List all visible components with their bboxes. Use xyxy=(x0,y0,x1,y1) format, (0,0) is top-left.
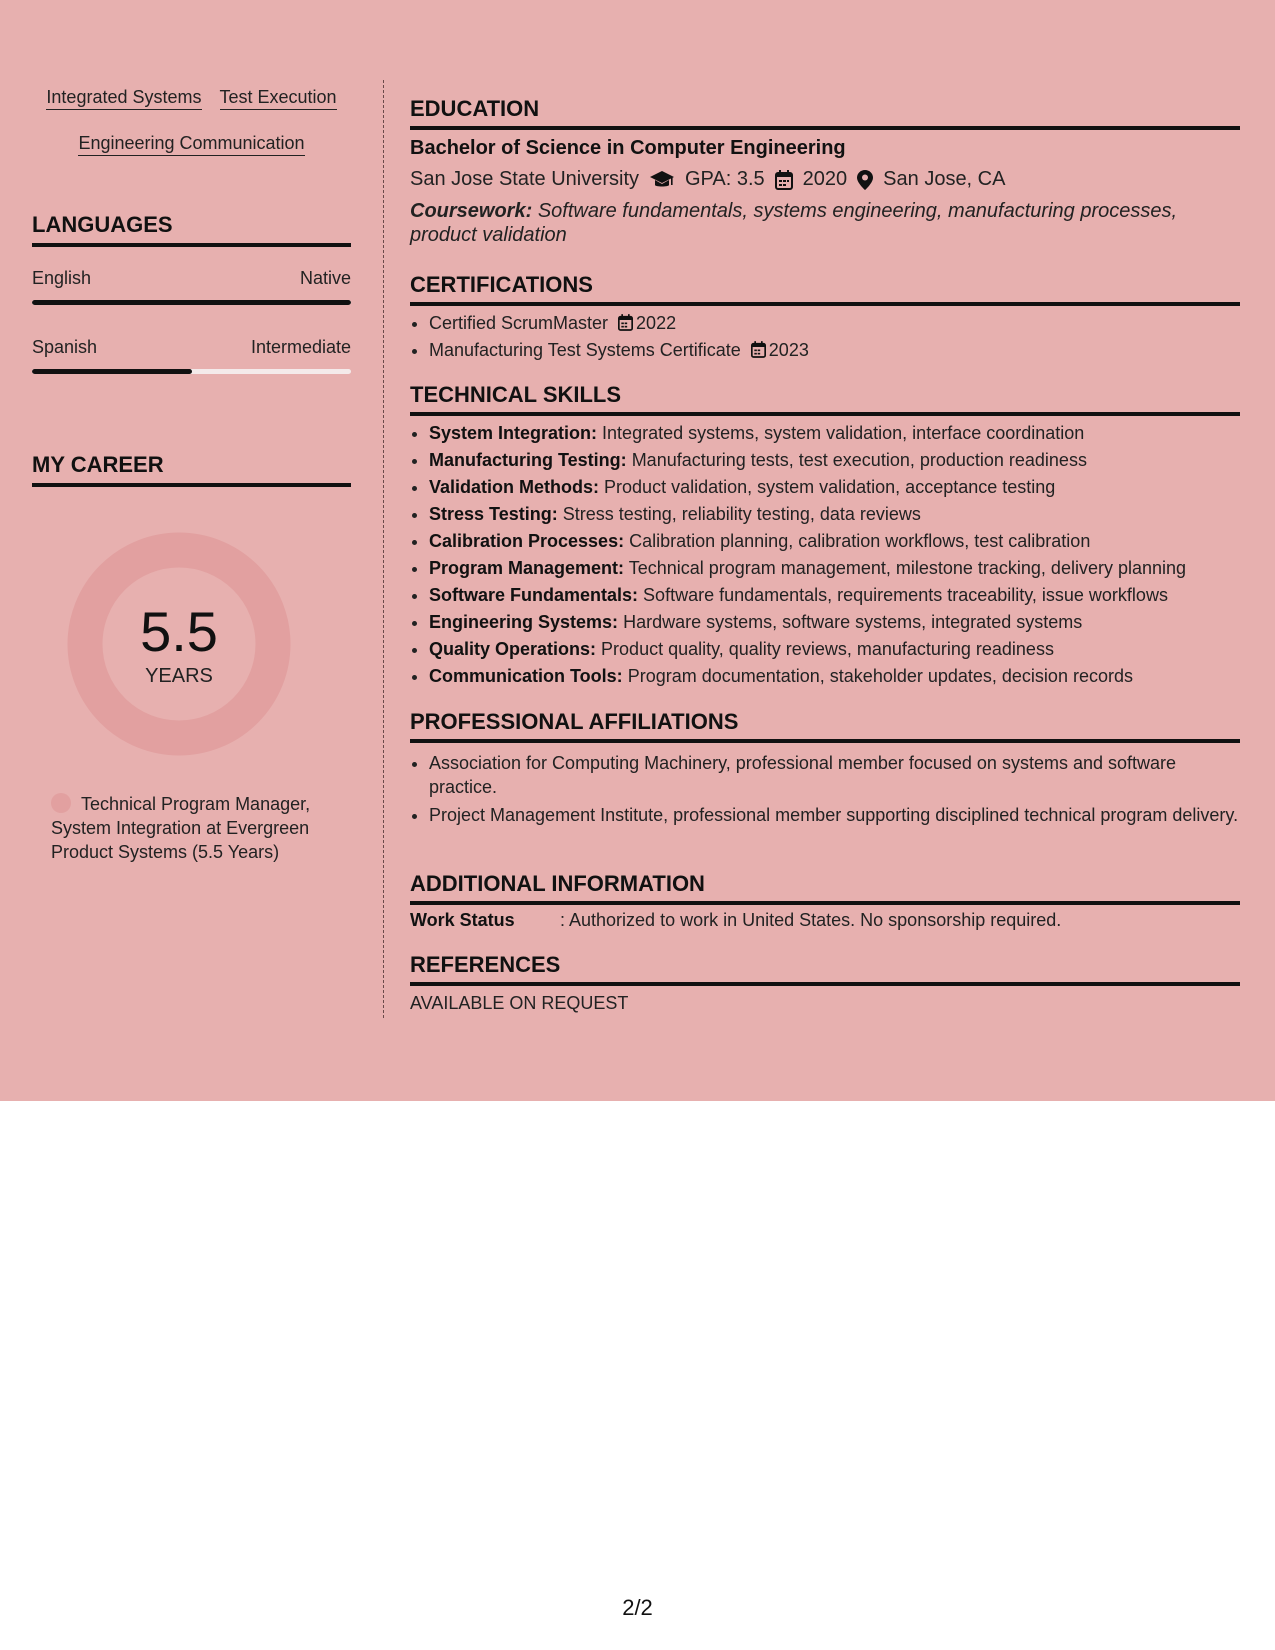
skill-label: Software Fundamentals: xyxy=(429,585,639,605)
language-row xyxy=(32,337,351,358)
work-status-label: Work Status xyxy=(410,910,515,930)
education-details xyxy=(410,168,1240,191)
skill-label: Communication Tools: xyxy=(429,666,623,686)
calendar-icon xyxy=(618,314,633,331)
list-item xyxy=(429,474,1240,501)
column-divider xyxy=(383,80,384,1018)
list-item xyxy=(429,582,1240,609)
skill-text: Stress testing, reliability testing, data reviews xyxy=(562,504,921,524)
career-years-donut xyxy=(67,532,291,756)
skill-text: Program documentation, stakeholder updates, decision records xyxy=(627,666,1133,686)
coursework xyxy=(410,199,1240,247)
language-level: Native xyxy=(299,268,351,288)
skill-label: Validation Methods: xyxy=(429,477,600,497)
language-proficiency-fill xyxy=(32,300,351,305)
list-item xyxy=(429,663,1240,690)
language-proficiency-fill xyxy=(32,369,192,374)
affiliations-list xyxy=(410,751,1240,831)
graduation-cap-icon xyxy=(649,170,675,190)
skills-heading: TECHNICAL SKILLS xyxy=(410,382,1240,416)
skill-label: Quality Operations: xyxy=(429,639,597,659)
work-status-value: : Authorized to work in United States. No sponsorship required. xyxy=(560,910,1062,930)
skill-text: Manufacturing tests, test execution, production readiness xyxy=(631,450,1087,470)
career-years-unit: YEARS xyxy=(145,665,213,687)
references-text: AVAILABLE ON REQUEST xyxy=(410,993,629,1013)
skills-list xyxy=(410,420,1240,690)
degree-title: Bachelor of Science in Computer Engineering xyxy=(410,137,846,159)
work-status xyxy=(410,910,1240,931)
career-heading: MY CAREER xyxy=(32,452,351,487)
languages-heading: LANGUAGES xyxy=(32,212,351,247)
calendar-icon xyxy=(775,170,793,190)
list-item xyxy=(429,337,1240,364)
list-item xyxy=(429,636,1240,663)
skill-text: Product quality, quality reviews, manufacturing readiness xyxy=(601,639,1054,659)
list-item: • Project Management Institute, professional member supporting disciplined technical program delivery. xyxy=(429,803,1240,827)
calendar-icon xyxy=(751,341,766,358)
skill-text: Technical program management, milestone tracking, delivery planning xyxy=(628,558,1187,578)
skill-text: Calibration planning, calibration workflows, test calibration xyxy=(629,531,1091,551)
list-item xyxy=(429,609,1240,636)
skill-tag: Engineering Communication xyxy=(78,132,304,156)
list-item: • Association for Computing Machinery, professional member focused on systems and software practice. xyxy=(429,751,1240,799)
gpa: GPA: 3.5 xyxy=(685,168,765,190)
list-item xyxy=(429,420,1240,447)
graduation-year: 2020 xyxy=(802,168,848,190)
skill-text: Product validation, system validation, acceptance testing xyxy=(604,477,1056,497)
certification-year: 2023 xyxy=(768,340,809,360)
certifications-heading: CERTIFICATIONS xyxy=(410,272,1240,306)
references-heading: REFERENCES xyxy=(410,952,1240,986)
list-item xyxy=(429,501,1240,528)
list-item xyxy=(429,528,1240,555)
skill-label: Calibration Processes: xyxy=(429,531,625,551)
skill-tags xyxy=(32,86,351,156)
career-dot-icon xyxy=(51,793,71,813)
page-number: 2/2 xyxy=(622,1595,653,1620)
language-proficiency-bar xyxy=(32,369,351,374)
language-row xyxy=(32,268,351,289)
list-item xyxy=(429,555,1240,582)
affiliations-heading: PROFESSIONAL AFFILIATIONS xyxy=(410,709,1240,743)
skill-label: Manufacturing Testing: xyxy=(429,450,627,470)
list-item xyxy=(429,310,1240,337)
skill-tag: Integrated Systems xyxy=(46,86,201,110)
certification-name: Certified ScrumMaster xyxy=(429,313,609,333)
language-name: Spanish xyxy=(32,337,98,357)
list-item xyxy=(429,447,1240,474)
skill-text: Software fundamentals, requirements traceability, issue workflows xyxy=(643,585,1168,605)
language-proficiency-bar xyxy=(32,300,351,305)
location-pin-icon xyxy=(857,170,873,190)
skill-label: Program Management: xyxy=(429,558,625,578)
coursework-text: Software fundamentals, systems engineering, manufacturing processes, product validation xyxy=(410,200,1178,246)
skill-label: Stress Testing: xyxy=(429,504,558,524)
skill-text: Hardware systems, software systems, integrated systems xyxy=(623,612,1083,632)
coursework-label: Coursework: xyxy=(410,200,533,222)
career-entry xyxy=(51,792,341,864)
certifications-list xyxy=(410,310,1240,364)
career-years-value: 5.5 xyxy=(140,600,218,663)
language-name: English xyxy=(32,268,92,288)
certification-year: 2022 xyxy=(636,313,677,333)
certification-name: Manufacturing Test Systems Certificate xyxy=(429,340,741,360)
additional-info-heading: ADDITIONAL INFORMATION xyxy=(410,871,1240,905)
career-entry-text: Technical Program Manager, System Integration at Evergreen Product Systems (5.5 Years) xyxy=(51,794,311,862)
education-heading: EDUCATION xyxy=(410,96,1240,130)
skill-tag: Test Execution xyxy=(220,86,337,110)
language-level: Intermediate xyxy=(250,337,351,357)
school-location: San Jose, CA xyxy=(883,168,1006,190)
school-name: San Jose State University xyxy=(410,168,639,190)
skill-text: Integrated systems, system validation, interface coordination xyxy=(602,423,1085,443)
skill-label: Engineering Systems: xyxy=(429,612,619,632)
skill-label: System Integration: xyxy=(429,423,598,443)
